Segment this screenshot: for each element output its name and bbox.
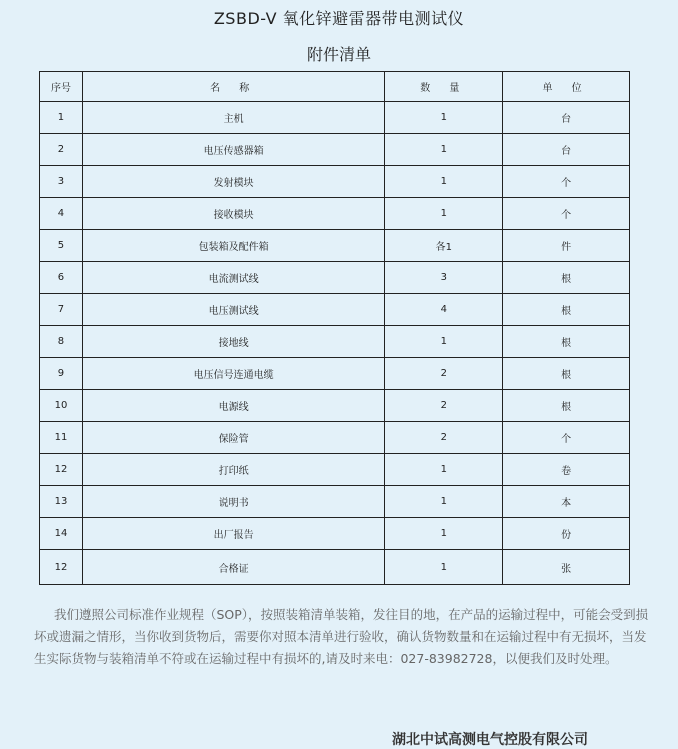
cell-quantity: 4 xyxy=(385,294,503,326)
cell-unit: 台 xyxy=(503,102,630,134)
cell-quantity: 各1 xyxy=(385,230,503,262)
cell-name: 打印纸 xyxy=(82,454,384,486)
table-row xyxy=(40,358,630,390)
cell-quantity: 1 xyxy=(385,134,503,166)
cell-index: 13 xyxy=(40,486,83,518)
cell-index: 14 xyxy=(40,518,83,550)
cell-index: 6 xyxy=(40,262,83,294)
cell-quantity: 1 xyxy=(385,454,503,486)
table-row xyxy=(40,390,630,422)
table-row xyxy=(40,518,630,550)
cell-name: 接收模块 xyxy=(82,198,384,230)
table-row xyxy=(40,198,630,230)
table-row xyxy=(40,102,630,134)
cell-index: 8 xyxy=(40,326,83,358)
cell-index: 1 xyxy=(40,102,83,134)
cell-unit: 个 xyxy=(503,422,630,454)
cell-name: 保险管 xyxy=(82,422,384,454)
column-header-quantity: 数 量 xyxy=(385,72,503,102)
cell-quantity: 1 xyxy=(385,166,503,198)
cell-unit: 本 xyxy=(503,486,630,518)
cell-name: 电压信号连通电缆 xyxy=(82,358,384,390)
column-header-unit: 单 位 xyxy=(503,72,630,102)
cell-quantity: 3 xyxy=(385,262,503,294)
document-subtitle: 附件清单 xyxy=(306,45,371,64)
cell-unit: 台 xyxy=(503,134,630,166)
column-header-name: 名 称 xyxy=(82,72,384,102)
cell-unit: 根 xyxy=(503,358,630,390)
cell-name: 电流测试线 xyxy=(82,262,384,294)
company-name: 湖北中试高测电气控股有限公司 xyxy=(392,732,588,748)
cell-unit: 张 xyxy=(503,550,630,585)
table-row xyxy=(40,166,630,198)
table-row xyxy=(40,486,630,518)
cell-quantity: 1 xyxy=(385,198,503,230)
cell-quantity: 1 xyxy=(385,486,503,518)
cell-name: 合格证 xyxy=(82,550,384,585)
table-row xyxy=(40,326,630,358)
cell-unit: 根 xyxy=(503,326,630,358)
cell-name: 说明书 xyxy=(82,486,384,518)
cell-quantity: 1 xyxy=(385,518,503,550)
cell-index: 5 xyxy=(40,230,83,262)
shipping-note: 我们遵照公司标准作业规程（SOP），按照装箱清单装箱，发往目的地，在产品的运输过程中，可能会受到损坏或遗漏之情形，当你收到货物后，需要你对照本清单进行验收，确认货物数量和在运输过程中有无损坏，当发生实际货物与装箱清单不符或在运输过程中有损坏的,请及时来电：027-83982728，以便我们及时处理。 xyxy=(34,607,649,666)
cell-name: 发射模块 xyxy=(82,166,384,198)
cell-unit: 根 xyxy=(503,390,630,422)
table-row xyxy=(40,262,630,294)
cell-quantity: 1 xyxy=(385,102,503,134)
cell-quantity: 1 xyxy=(385,550,503,585)
cell-unit: 根 xyxy=(503,262,630,294)
cell-name: 主机 xyxy=(82,102,384,134)
cell-unit: 个 xyxy=(503,166,630,198)
cell-index: 4 xyxy=(40,198,83,230)
accessory-table xyxy=(39,71,630,585)
cell-index: 11 xyxy=(40,422,83,454)
cell-quantity: 1 xyxy=(385,326,503,358)
cell-name: 电源线 xyxy=(82,390,384,422)
cell-index: 2 xyxy=(40,134,83,166)
cell-name: 出厂报告 xyxy=(82,518,384,550)
cell-unit: 份 xyxy=(503,518,630,550)
cell-index: 7 xyxy=(40,294,83,326)
table-row xyxy=(40,294,630,326)
cell-unit: 件 xyxy=(503,230,630,262)
cell-index: 3 xyxy=(40,166,83,198)
cell-name: 接地线 xyxy=(82,326,384,358)
cell-unit: 卷 xyxy=(503,454,630,486)
table-row xyxy=(40,134,630,166)
cell-quantity: 2 xyxy=(385,358,503,390)
cell-name: 电压测试线 xyxy=(82,294,384,326)
table-header-row xyxy=(40,72,630,102)
cell-quantity: 2 xyxy=(385,390,503,422)
cell-unit: 根 xyxy=(503,294,630,326)
table-row xyxy=(40,422,630,454)
cell-quantity: 2 xyxy=(385,422,503,454)
cell-unit: 个 xyxy=(503,198,630,230)
column-header-index: 序号 xyxy=(40,72,83,102)
document-title: ZSBD-V 氧化锌避雷器带电测试仪 xyxy=(213,9,465,28)
cell-name: 电压传感器箱 xyxy=(82,134,384,166)
table-row xyxy=(40,550,630,585)
cell-index: 10 xyxy=(40,390,83,422)
table-row xyxy=(40,230,630,262)
cell-index: 12 xyxy=(40,454,83,486)
cell-name: 包装箱及配件箱 xyxy=(82,230,384,262)
cell-index: 9 xyxy=(40,358,83,390)
cell-index: 12 xyxy=(40,550,83,585)
table-row xyxy=(40,454,630,486)
